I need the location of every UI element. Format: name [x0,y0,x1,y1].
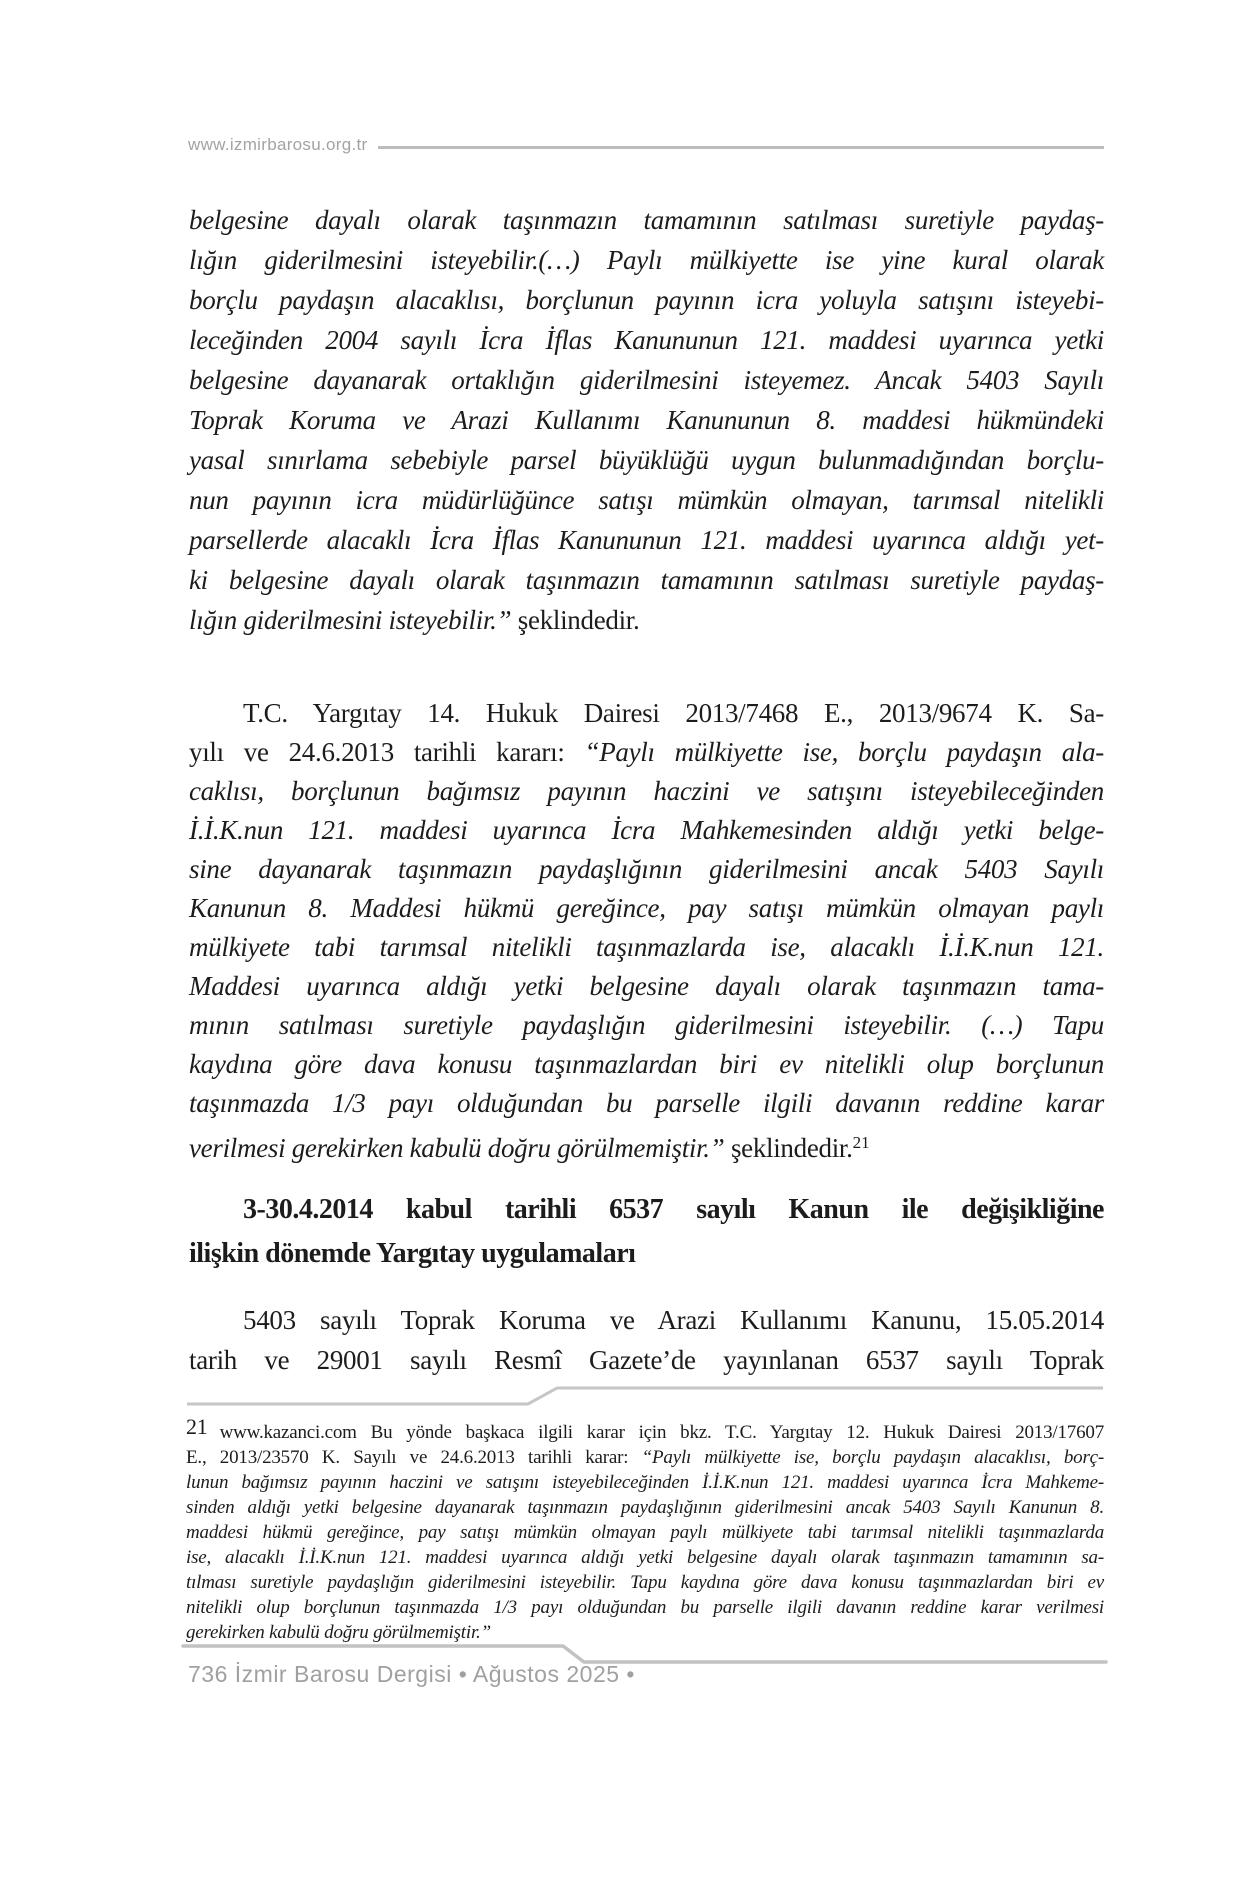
paragraph-quote-continuation [189,200,1104,640]
text-line [186,1470,1104,1495]
header-rule [378,146,1104,149]
footer-page-info: 736 İzmir Barosu Dergisi • Ağustos 2025 • [188,1661,635,1687]
text-line [189,240,1104,280]
text-run: “Paylı mülkiyette ise, borçlu paydaşın ala- [584,737,1104,767]
text-line [189,400,1104,440]
text-run: verilmesi gerekirken kabulü doğru görülmemiştir.” [189,1133,731,1163]
text-run: “Paylı mülkiyette ise, borçlu paydaşın alacaklısı, borç- [641,1447,1104,1468]
text-run: T.C. Yargıtay 14. Hukuk Dairesi 2013/7468 E., 2013/9674 K. Sa- [243,698,1104,728]
header-url: www.izmirbarosu.org.tr [188,135,368,154]
text-run: İ.İ.K.nun 121. maddesi uyarınca İcra Mahkemesinden aldığı yetki belge- [189,815,1104,845]
text-run: ki belgesine dayalı olarak taşınmazın tamamının satılması suretiyle paydaş- [189,565,1104,595]
text-run: taşınmazda 1/3 payı olduğundan bu parselle ilgili davanın reddine karar [189,1088,1104,1118]
text-run: Kanunun 8. Maddesi hükmü gereğince, pay satışı mümkün olmayan paylı [189,893,1104,923]
text-run: gerekirken kabulü doğru görülmemiştir.” [186,1622,491,1643]
text-line [186,1495,1104,1520]
text-line [189,480,1104,520]
text-line [189,1123,1104,1168]
text-line [186,1414,1104,1445]
footnote-ref: 21 [852,1133,870,1152]
text-line [189,1045,1104,1084]
text-line [189,320,1104,360]
text-line [189,280,1104,320]
text-line [189,1300,1104,1340]
text-run: şeklindedir. [517,605,640,635]
text-run: ilişkin dönemde Yargıtay uygulamaları [189,1238,636,1269]
text-run: tarih ve 29001 sayılı Resmî Gazete’de yayınlanan 6537 sayılı Toprak [189,1345,1104,1375]
section-heading [189,1188,1104,1276]
text-line [189,967,1104,1006]
footnote-number: 21 [186,1414,208,1439]
text-run: leceğinden 2004 sayılı İcra İflas Kanununun 121. maddesi uyarınca yetki [189,325,1104,355]
text-run: maddesi hükmü gereğince, pay satışı mümkün olmayan paylı mülkiyete tabi tarımsal nitelikli taşınmazlarda [186,1522,1104,1543]
paragraph-law-6537-intro [189,1300,1104,1380]
text-run: Maddesi uyarınca aldığı yetki belgesine dayalı olarak taşınmazın tama- [189,971,1104,1001]
text-line [189,1340,1104,1380]
text-line [189,889,1104,928]
text-run: sine dayanarak taşınmazın paydaşlığının giderilmesini ancak 5403 Sayılı [189,854,1104,884]
text-run: nitelikli olup borçlunun taşınmazda 1/3 payı olduğundan bu parselle ilgili davanın reddine karar verilmesi [186,1597,1104,1618]
text-run: tılması suretiyle paydaşlığın giderilmesini isteyebilir. Tapu kaydına göre dava konusu taşınmazlardan biri ev [186,1572,1104,1593]
text-run: yılı ve 24.6.2013 tarihli kararı: [189,737,585,767]
text-run: kaydına göre dava konusu taşınmazlardan biri ev nitelikli olup borçlunun [189,1049,1104,1079]
text-run: lığın giderilmesini isteyebilir.(…) Paylı mülkiyette ise yine kural olarak [189,245,1104,275]
text-line [186,1595,1104,1620]
text-run: ise, alacaklı İ.İ.K.nun 121. maddesi uyarınca aldığı yetki belgesine dayalı olarak taşınmazın tamamının sa- [186,1547,1104,1568]
text-run: parsellerde alacaklı İcra İflas Kanununun 121. maddesi uyarınca aldığı yet- [189,525,1104,555]
footnote-21 [186,1414,1104,1645]
text-line [189,733,1104,772]
text-line [189,560,1104,600]
text-run: lığın giderilmesini isteyebilir.” [189,605,518,635]
text-run: sinden aldığı yetki belgesine dayanarak taşınmazın paydaşlığının giderilmesini ancak 5403 Sayılı Kanunun 8. [186,1497,1104,1518]
text-run: borçlu paydaşın alacaklısı, borçlunun payının icra yoluyla satışını isteyebi- [189,285,1104,315]
text-line [189,1006,1104,1045]
text-run: belgesine dayalı olarak taşınmazın tamamının satılması suretiyle paydaş- [189,205,1104,235]
text-line [189,1084,1104,1123]
text-line [189,520,1104,560]
text-run: mülkiyete tabi tarımsal nitelikli taşınmazlarda ise, alacaklı İ.İ.K.nun 121. [189,932,1104,962]
text-line [189,928,1104,967]
paragraph-yargitay-14-decision [189,694,1104,1168]
text-line [189,200,1104,240]
text-line [186,1545,1104,1570]
text-run: lunun bağımsız payının haczini ve satışını isteyebileceğinden İ.İ.K.nun 121. maddesi uyarınca İcra Mahkeme- [186,1472,1104,1493]
text-run: 5403 sayılı Toprak Koruma ve Arazi Kullanımı Kanunu, 15.05.2014 [243,1305,1104,1335]
text-line [186,1570,1104,1595]
text-line [186,1445,1104,1470]
text-run: nun payının icra müdürlüğünce satışı mümkün olmayan, tarımsal nitelikli [189,485,1104,515]
text-line [189,360,1104,400]
text-line [189,1188,1104,1232]
text-line [189,694,1104,733]
text-run: caklısı, borçlunun bağımsız payının haczini ve satışını isteyebileceğinden [189,776,1104,806]
text-run: E., 2013/23570 K. Sayılı ve 24.6.2013 tarihli karar: [186,1447,642,1468]
text-run: Toprak Koruma ve Arazi Kullanımı Kanununun 8. maddesi hükmündeki [189,405,1104,435]
text-line [186,1520,1104,1545]
text-line [189,811,1104,850]
text-line [189,440,1104,480]
text-line [189,1232,1104,1276]
text-run: belgesine dayanarak ortaklığın giderilmesini isteyemez. Ancak 5403 Sayılı [189,365,1104,395]
footnote-separator-line [185,1384,1107,1410]
text-run: mının satılması suretiyle paydaşlığın giderilmesini isteyebilir. (…) Tapu [189,1010,1104,1040]
text-line [189,600,1104,640]
text-line [189,850,1104,889]
text-line [189,772,1104,811]
text-run: şeklindedir. [730,1133,853,1163]
text-run: yasal sınırlama sebebiyle parsel büyüklüğü uygun bulunmadığından borçlu- [189,445,1104,475]
text-run: 3-30.4.2014 kabul tarihli 6537 sayılı Kanun ile değişikliğine [243,1194,1104,1225]
text-run: www.kazanci.com Bu yönde başkaca ilgili karar için bkz. T.C. Yargıtay 12. Hukuk Dairesi 2013/17607 [219,1422,1104,1443]
